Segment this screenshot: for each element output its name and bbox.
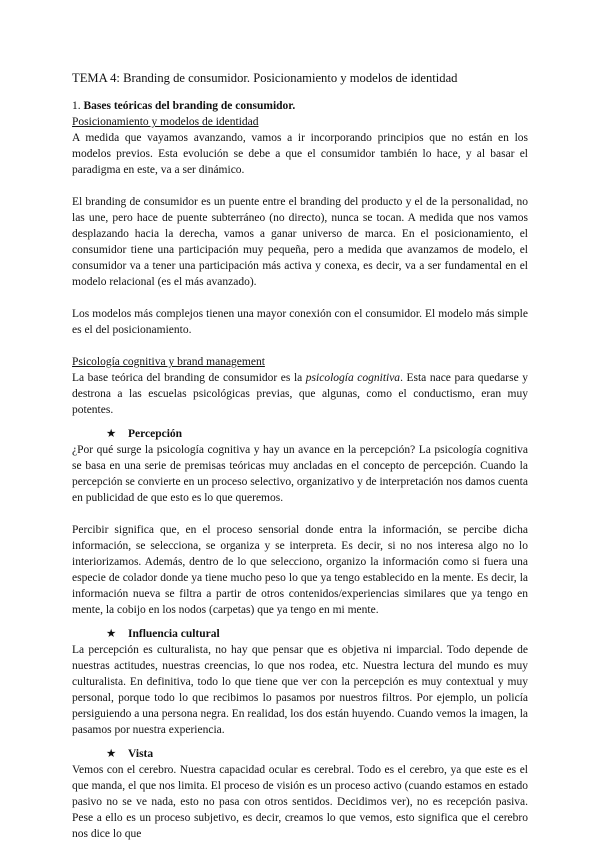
italic-term: psicología cognitiva [305, 372, 401, 384]
bullet-heading-influencia: ★ Influencia cultural [106, 628, 220, 640]
paragraph-percepcion-1: ¿Por qué surge la psicología cognitiva y hay un avance en la percepción? La psicología cognitiva se basa en una serie de premisas teóricas muy ancladas en el concepto de percepción. Cuando la percepción se convierte en un proceso selectivo, organizativo y de interpretación nos damos cuenta en publicidad de que esto es lo que queremos. [72, 444, 528, 504]
page-title: TEMA 4: Branding de consumidor. Posicionamiento y modelos de identidad [72, 71, 458, 85]
paragraph-modelos-complejos: Los modelos más complejos tienen una mayor conexión con el consumidor. El modelo más simple es el del posicionamiento. [72, 308, 528, 336]
bullet-heading-vista: ★ Vista [106, 748, 154, 760]
subheading-psicologia: Psicología cognitiva y brand management [72, 356, 265, 368]
bullet-heading-percepcion: ★ Percepción [106, 428, 183, 440]
star-bullet-icon: ★ [106, 628, 117, 640]
section-number: 1. [72, 100, 84, 112]
paragraph-evolucion: A medida que vayamos avanzando, vamos a ir incorporando principios que no están en los modelos previos. Esta evolución se debe a que el consumidor también lo hace, y al basar el paradigma en este, va a ser dinámico. [72, 132, 528, 176]
section-heading-bases [72, 98, 528, 114]
subheading-posicionamiento: Posicionamiento y modelos de identidad [72, 116, 259, 128]
section-heading-text: Bases teóricas del branding de consumidor. [83, 100, 296, 112]
paragraph-branding-puente: El branding de consumidor es un puente entre el branding del producto y el de la personalidad, no las une, pero hace de puente subterráneo (no directo), nunca se tocan. A medida que nos vamos desplazando hacia la derecha, vamos a ganar universo de marca. En el posicionamiento, el consumidor tiene una participación muy pequeña, pero a medida que avanzamos de modelo, el consumidor va a tener una participación más activa y conexa, es decir, va a ser fundamental en el modelo relacional (es el más avanzado). [72, 196, 528, 288]
paragraph-vista: Vemos con el cerebro. Nuestra capacidad ocular es cerebral. Todo es el cerebro, ya que este es el que manda, el que nos limita. El proceso de visión es un proceso activo (cuando estamos en estado pasivo no se ve nada, esto no pasa con otros sentidos. Decidimos ver), no es recepción pasiva. Pese a ello es un proceso subjetivo, es decir, creamos lo que vemos, esto significa que el cerebro nos dice lo que [72, 764, 528, 840]
star-bullet-icon: ★ [106, 428, 117, 440]
paragraph-base-teorica: La base teórica del branding de consumidor es la psicología cognitiva. Esta nace para quedarse y destrona a las escuelas psicológicas previas, que algunas, como el conductismo, eran muy potentes. [72, 372, 528, 416]
paragraph-influencia: La percepción es culturalista, no hay que pensar que es objetiva ni imparcial. Todo depende de nuestras actitudes, nuestras creencias, lo que nos rodea, etc. Nuestra lectura del mundo es muy culturalista. En definitiva, todo lo que tiene que ver con la percepción es muy contextual y muy personal, porque todo lo que recibimos lo pasamos por nuestros filtros. Por ejemplo, un policía persiguiendo a una persona negra. En realidad, los dos están huyendo. Cuando vemos la imagen, la pasamos por nuestra experiencia. [72, 644, 528, 736]
paragraph-percepcion-2: Percibir significa que, en el proceso sensorial donde entra la información, se percibe dicha información, se selecciona, se organiza y se interpreta. Es decir, si no nos interesa algo no lo interiorizamos. Además, dentro de lo que selecciono, organizo la información como si fuera una especie de colador donde ya tiene mucho peso lo que ya tengo establecido en la mente. Es decir, la información nueva se filtra a partir de otros contenidos/experiencias similares que ya tengo en mente, la cobijo en los nodos (carpetas) que ya tengo en mi mente. [72, 524, 528, 616]
document-body [72, 70, 528, 842]
star-bullet-icon: ★ [106, 748, 117, 760]
